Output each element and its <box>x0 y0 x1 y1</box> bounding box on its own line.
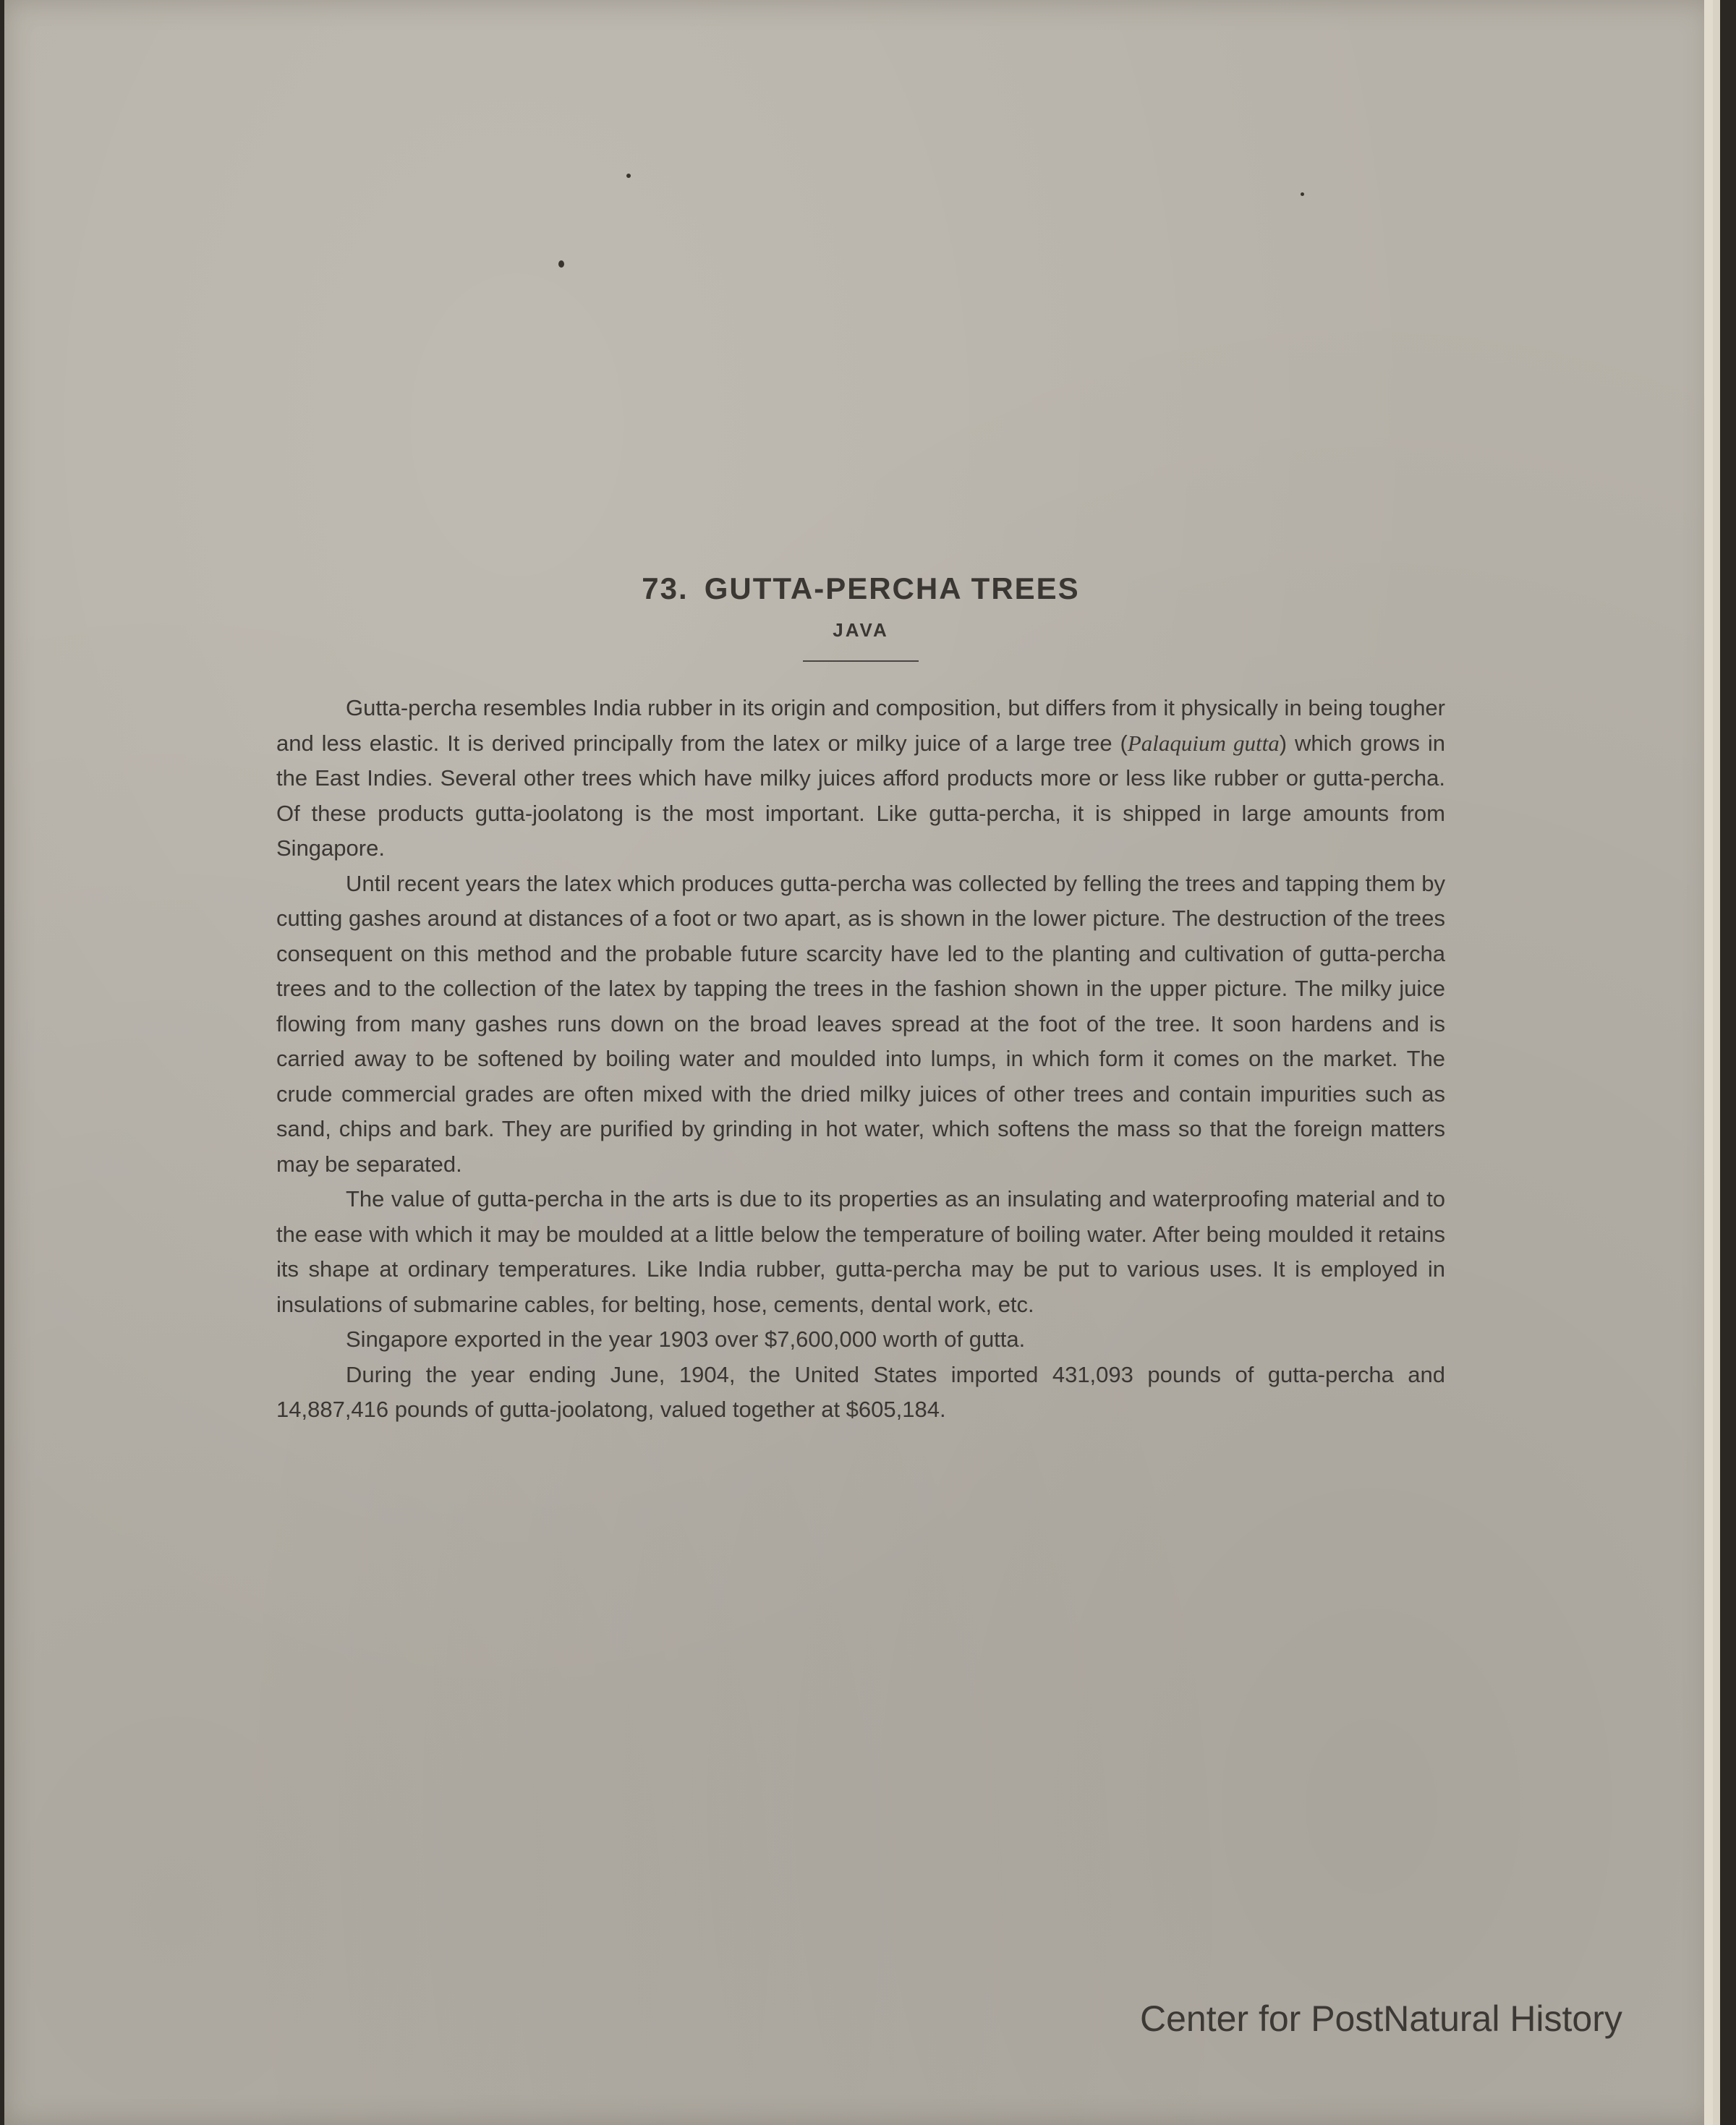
document-card <box>4 0 1720 2125</box>
watermark: Center for PostNatural History <box>1140 1998 1622 2039</box>
ink-speck <box>1301 192 1304 196</box>
paragraph-1-start: Gutta-percha resembles India rubber in its origin and composition, but differs from it physically in being tougher and less elastic. It is derived principally from the latex or milky juice of a large tree ( <box>276 695 1445 756</box>
document-subtitle: JAVA <box>833 619 889 641</box>
title-rule <box>803 660 919 662</box>
card-edge <box>1704 0 1713 2125</box>
plate-number: 73. <box>642 571 689 605</box>
paragraph-5: During the year ending June, 1904, the United States imported 431,093 pounds of gutta-percha and 14,887,416 pounds of gutta-joolatong, valued together at $605,184. <box>276 1361 1445 1422</box>
paragraph-4: Singapore exported in the year 1903 over $7,600,000 worth of gutta. <box>346 1326 1026 1352</box>
paragraph-1-end: ) which grows in the East Indies. Several other trees which have milky juices afford products more or less like rubber or gutta-percha. Of these products gutta-joolatong is the most important. Like gutta-percha, it is shipped in large amounts from Singapore. <box>276 730 1445 861</box>
ink-speck <box>626 174 631 178</box>
document-title <box>276 571 1445 606</box>
document-body <box>276 571 1445 1428</box>
species-name: Palaquium gutta <box>1127 730 1280 756</box>
paragraph-2: Until recent years the latex which produces gutta-percha was collected by felling the trees and tapping them by cutting gashes around at distances of a foot or two apart, as is shown in the lower picture. The destruction of the trees consequent on this method and the probable future scarcity have led to the planting and cultivation of gutta-percha trees and to the collection of the latex by tapping the trees in the fashion shown in the upper picture. The milky juice flowing from many gashes runs down on the broad leaves spread at the foot of the tree. It soon hardens and is carried away to be softened by boiling water and moulded into lumps, in which form it comes on the market. The crude commercial grades are often mixed with the dried milky juices of other trees and contain impurities such as sand, chips and bark. They are purified by grinding in hot water, which softens the mass so that the foreign matters may be separated. <box>276 870 1445 1177</box>
paragraph-3: The value of gutta-percha in the arts is due to its properties as an insulating and waterproofing material and to the ease with which it may be moulded at a little below the temperature of boiling water. After being moulded it retains its shape at ordinary temperatures. Like India rubber, gutta-percha may be put to various uses. It is employed in insulations of submarine cables, for belting, hose, cements, dental work, etc. <box>276 1186 1445 1317</box>
paragraph-1 <box>276 691 1445 866</box>
title-text: GUTTA-PERCHA TREES <box>704 571 1080 605</box>
ink-speck <box>558 260 564 268</box>
